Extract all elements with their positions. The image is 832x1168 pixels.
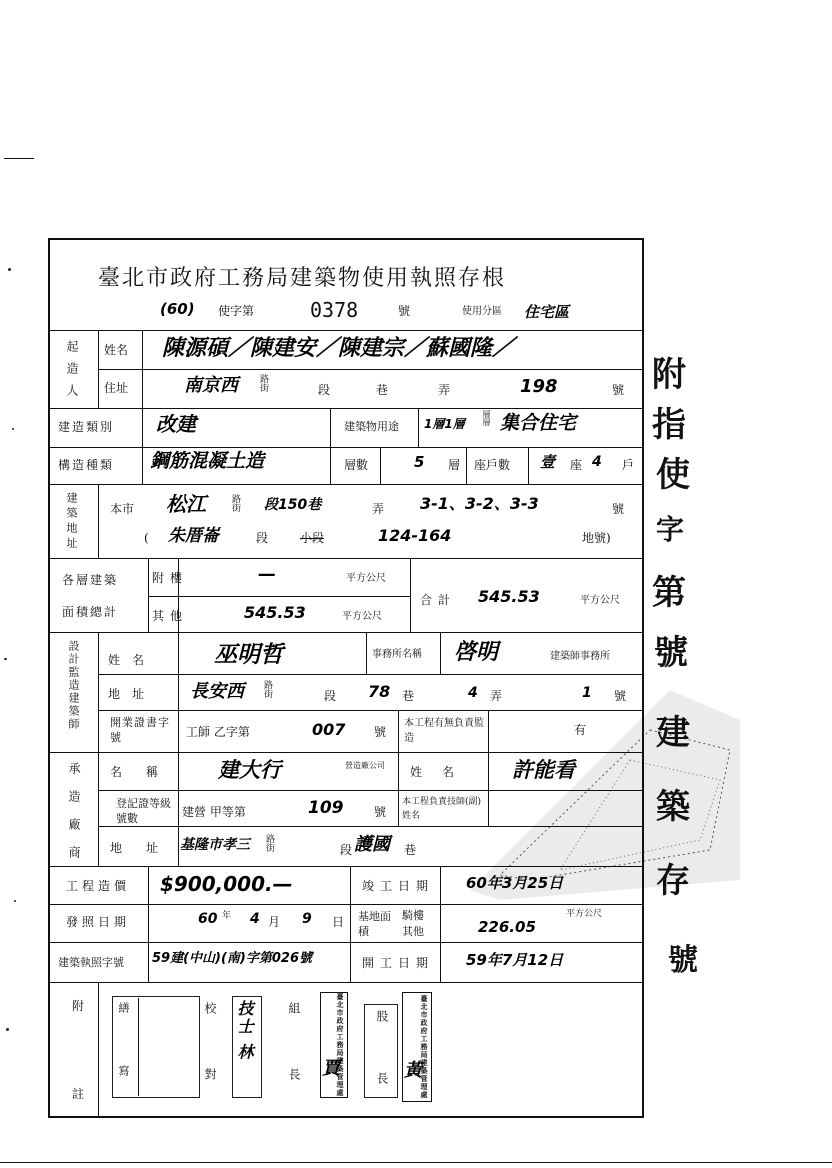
contractor-road: 路街 [264,834,274,852]
applicant-number: 198 [520,376,558,397]
site-area-row1: 騎樓 [402,909,424,922]
contractor-reg-text: 建營 甲等第 [182,805,246,819]
remarks-tech: 技士 林 [235,1000,254,1062]
build-type-value: 改建 [156,412,196,436]
contractor-name-label: 名稱 [110,765,183,779]
rule [466,447,467,484]
completion-value: 60年3月25日 [466,874,564,892]
architect-name-label: 姓名 [108,653,157,667]
contractor-engineer-label: 本工程負責技師(副)姓名 [402,797,482,821]
site-lot: 朱厝崙 [168,526,219,546]
area-total-sqm: 平方公尺 [580,595,620,606]
rule [440,632,441,674]
architect-duan: 段 [324,689,337,703]
stamp-1-name: 賈 [322,1058,340,1079]
site-prefix: 本市 [110,502,135,516]
rule [330,408,331,484]
rule [418,408,419,447]
rule [148,596,410,597]
rule [48,484,644,485]
area-label-1: 各層建築 [62,573,119,587]
use-label: 建築物用途 [344,420,399,433]
edge-char-2: 指 [652,405,686,445]
remarks-label-1: 附 [72,999,85,1013]
floors-ceng: 層 [448,458,461,472]
rule [48,447,644,448]
contractor-reg-label: 登記證等級號數 [116,797,171,826]
architect-number: 1 [582,685,592,701]
scan-speck [6,1028,9,1031]
rule [398,752,399,826]
architect-xiang: 巷 [402,689,415,703]
rule [98,484,99,558]
site-number: 3-1、3-2、3-3 [420,494,539,513]
rule [98,330,99,408]
rule [410,558,411,632]
issue-yue: 月 [268,915,281,929]
cost-value: $900,000.— [160,872,293,896]
site-label: 建築地址 [65,492,78,552]
area-annex-value: — [258,564,276,585]
site-hao: 號 [612,502,625,516]
rule [98,674,644,675]
architect-address-label: 地址 [108,687,157,701]
site-xiaoduan: 小段 [300,531,325,545]
rule [142,330,143,408]
build-type-label: 建造類別 [58,420,115,434]
structure-label: 構造種類 [58,458,115,472]
architect-road: 路街 [262,680,272,698]
contractor-address-label: 地址 [110,841,183,855]
households-value-2: 4 [592,454,602,470]
edge-char-10: 號 [668,943,698,978]
applicant-xiang: 巷 [376,383,389,397]
stamp-2-name: 黃 [404,1060,422,1081]
site-nong: 弄 [372,502,385,516]
stamp-2-text: 臺北市政府工務局建築管理處 [420,995,429,1099]
area-other-value: 545.53 [244,603,306,622]
edge-char-7: 建 [656,713,690,753]
edge-char-9: 存 [656,861,690,901]
rule [98,982,99,1118]
rule [350,866,351,982]
households-zuo: 座 [570,458,583,472]
rule [148,866,149,982]
rule [98,369,644,370]
zone-label: 使用分區 [462,306,502,317]
floors-label: 層數 [344,458,369,472]
remarks-copy: 繕寫 [117,1002,130,1128]
households-value: 壹 [540,453,556,471]
form-title: 臺北市政府工務局建築物使用執照存根 [98,266,507,291]
area-label-2: 面積總計 [62,605,119,619]
applicant-address-value: 南京西 [184,375,238,396]
cost-label: 工程造價 [66,879,131,893]
architect-office-label: 事務所名稱 [372,649,422,660]
households-label: 座戶數 [474,458,511,472]
site-area-value: 226.05 [478,918,536,936]
site-lot-suffix: 地號) [582,531,611,545]
start-value: 59年7月12日 [466,951,564,969]
architect-office-suffix: 建築師事務所 [550,651,610,662]
applicant-name-label: 姓名 [104,343,129,357]
official-stamp-1 [320,992,348,1098]
applicant-duan: 段 [318,383,331,397]
applicant-hao: 號 [612,383,625,397]
permit-suffix: 號 [398,304,411,318]
issue-month: 4 [250,911,260,927]
scan-line [4,158,34,159]
issue-ri: 日 [332,915,345,929]
remarks-check: 校對 [203,1002,217,1134]
use-ceng: 層層 [482,410,491,426]
issue-year: 60 [198,911,218,927]
edge-char-3: 使 [656,455,690,495]
use-floors: 1層1層 [424,417,465,431]
households-hu: 戶 [622,458,635,472]
use-value: 集合住宅 [500,412,577,434]
issue-label: 發照日期 [66,915,131,929]
architect-nong-value: 4 [468,685,478,701]
contractor-person-label: 姓名 [410,765,475,779]
architect-license-value: 007 [312,720,346,739]
architect-lane: 78 [368,682,391,701]
architect-address-value: 長安西 [190,681,244,702]
area-annex-label: 附樓 [152,571,189,585]
area-other-sqm: 平方公尺 [342,611,382,622]
architect-license-hao: 號 [374,725,387,739]
rule [48,558,644,559]
site-area-label: 基地面積 [358,910,391,938]
rule [148,558,149,632]
remarks-group: 組長 [287,1002,301,1134]
site-lane: 段150巷 [264,497,322,513]
architect-hao: 號 [614,689,627,703]
site-area-sqm: 平方公尺 [566,909,603,919]
floors-value: 5 [414,453,425,471]
architect-license-text: 工師 乙字第 [186,725,250,739]
applicant-nong: 弄 [438,383,451,397]
scan-speck [4,658,7,660]
applicant-address-label: 住址 [104,381,129,395]
area-total-value: 545.53 [478,587,540,606]
architect-supervisor-value: 有 [574,723,587,737]
scan-line [0,1162,832,1163]
remarks-chief: 股長 [375,1010,389,1134]
contractor-reg-value: 109 [308,798,344,818]
rule [528,447,529,484]
architect-name-value: 巫明哲 [214,642,283,668]
site-paren: ( [144,531,149,545]
edge-char-4: 字 [656,513,685,546]
permit-year: (60) [160,300,195,318]
rule [48,408,644,409]
architect-nong: 弄 [490,689,503,703]
site-area-row2: 其他 [402,925,424,938]
scan-speck [8,268,11,271]
rule [138,998,139,1096]
permit-no-label: 建築執照字號 [58,956,124,969]
edge-char-1: 附 [652,355,686,395]
area-total-label: 合計 [420,593,457,607]
rule [142,408,143,484]
rule [48,330,644,331]
contractor-reg-hao: 號 [374,805,387,819]
applicant-section-label: 起造人 [65,340,79,406]
official-stamp-2 [402,992,432,1102]
contractor-company-note: 營造廠公司 [345,761,385,770]
completion-label: 竣工日期 [362,879,435,893]
stamp-1-text: 臺北市政府工務局建築管理處 [336,993,345,1097]
rule [380,447,381,484]
zone-value: 住宅區 [524,303,570,321]
scan-speck [14,900,16,902]
contractor-section-label: 承造廠商 [67,762,81,874]
edge-char-6: 號 [654,633,688,673]
edge-char-8: 築 [656,787,690,827]
site-road: 路街 [230,494,240,512]
issue-nian: 年 [222,911,232,921]
applicant-name-value: 陳源碩／陳建安／陳建宗／蘇國隆／ [162,336,515,361]
architect-license-label: 開業證書字號 [110,716,170,744]
contractor-address-value: 基隆市孝三 [180,837,250,853]
permit-no-value: 59建(中山)(南)字第026號 [152,951,312,966]
edge-char-5: 第 [652,573,686,613]
rule [48,632,644,633]
architect-section-label: 設計監造建築師 [67,640,80,731]
rule [366,632,367,674]
site-lot-number: 124-164 [378,526,452,545]
structure-value: 鋼筋混凝土造 [150,450,265,472]
permit-number: 0378 [310,298,359,322]
start-label: 開工日期 [362,956,435,970]
scan-speck [12,428,14,430]
issue-day: 9 [302,911,312,927]
site-street: 松江 [166,492,206,516]
contractor-name-value: 建大行 [218,758,281,782]
area-annex-sqm: 平方公尺 [346,573,386,584]
architect-office-value: 啓明 [454,640,499,665]
contractor-person-value: 許能看 [512,758,575,782]
contractor-lane-value: 護國 [354,834,390,855]
contractor-xiang: 巷 [404,843,417,857]
area-other-label: 其他 [152,609,189,623]
rule [178,632,179,866]
contractor-duan: 段 [340,843,353,857]
site-duan: 段 [256,531,269,545]
architect-supervisor-label: 本工程有無負責監造 [404,718,484,744]
permit-word-label: 使字第 [218,304,255,318]
scan-noise-band [440,690,740,1050]
rule [398,710,399,752]
rule [98,632,99,866]
applicant-road-label: 路街 [258,374,268,392]
remarks-label-2: 註 [72,1087,85,1101]
